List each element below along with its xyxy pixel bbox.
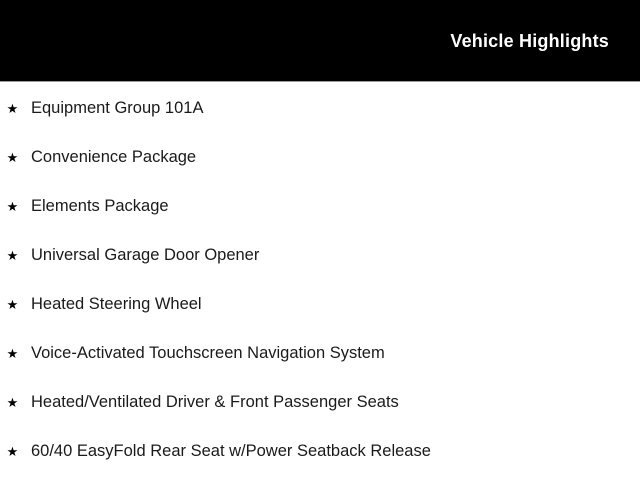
star-icon: ★ (6, 395, 19, 410)
highlight-label: Elements Package (31, 197, 169, 216)
star-icon: ★ (6, 199, 19, 214)
highlight-label: Equipment Group 101A (31, 99, 204, 118)
highlight-label: 60/40 EasyFold Rear Seat w/Power Seatback Release (31, 442, 431, 461)
list-item (6, 329, 630, 378)
highlights-list (0, 82, 640, 480)
list-item (6, 231, 630, 280)
highlight-label: Universal Garage Door Opener (31, 246, 260, 265)
list-item (6, 182, 630, 231)
star-icon: ★ (6, 444, 19, 459)
star-icon: ★ (6, 346, 19, 361)
list-item (6, 427, 630, 476)
header-bar (0, 0, 640, 82)
highlight-label: Convenience Package (31, 148, 197, 167)
page-title: Vehicle Highlights (450, 30, 609, 51)
highlight-label: Voice-Activated Touchscreen Navigation System (31, 344, 385, 363)
list-item (6, 378, 630, 427)
list-item (6, 84, 630, 133)
list-item (6, 133, 630, 182)
star-icon: ★ (6, 150, 19, 165)
star-icon: ★ (6, 101, 19, 116)
star-icon: ★ (6, 297, 19, 312)
list-item (6, 280, 630, 329)
highlight-label: Heated/Ventilated Driver & Front Passenger Seats (31, 393, 399, 412)
highlight-label: Heated Steering Wheel (31, 295, 202, 314)
star-icon: ★ (6, 248, 19, 263)
